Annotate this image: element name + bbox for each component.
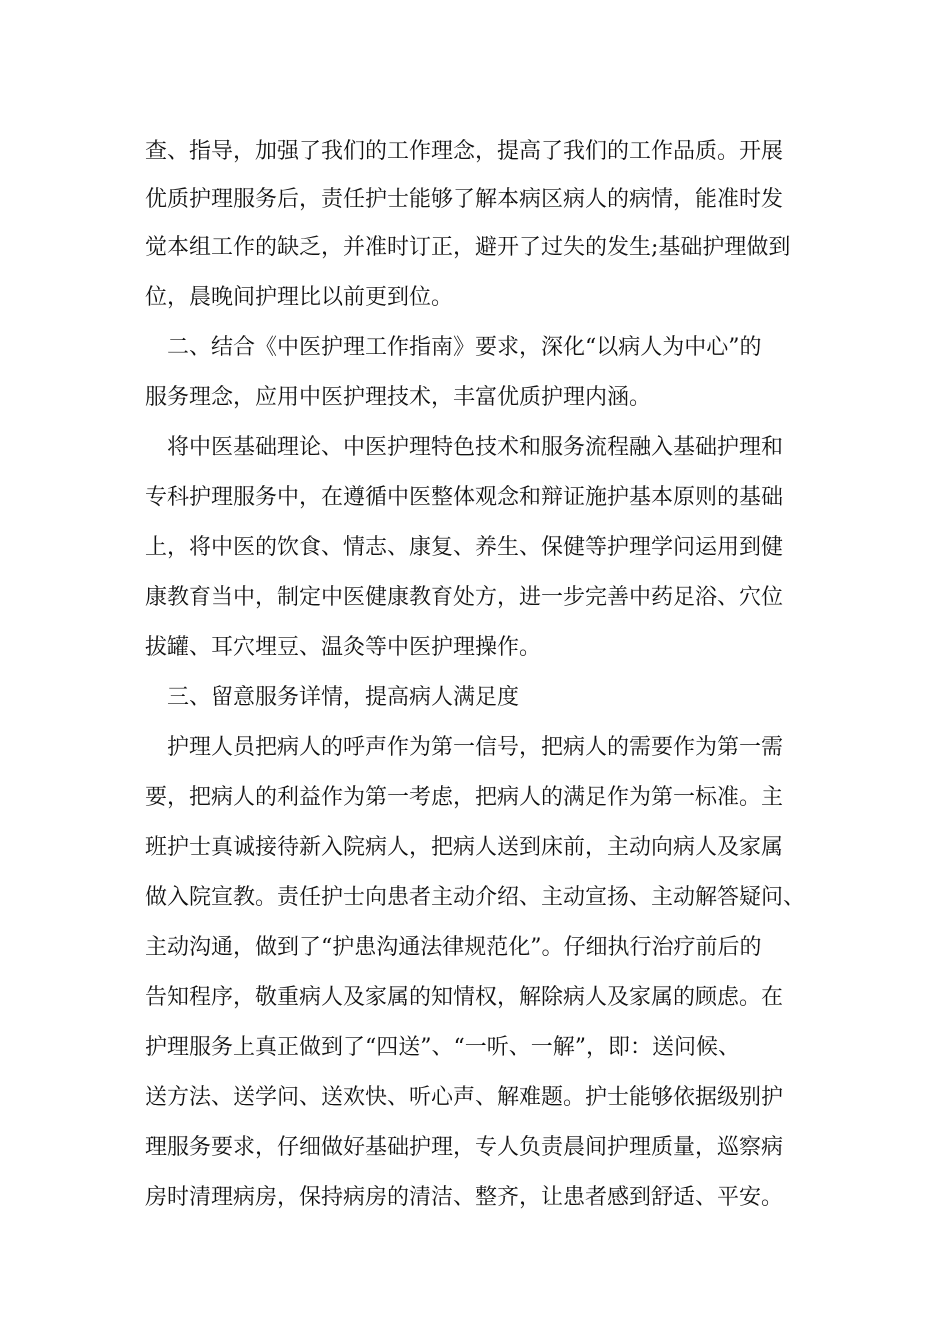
text-line: 专科护理服务中，在遵循中医整体观念和辩证施护基本原则的基础 <box>145 485 784 510</box>
text-line: 上，将中医的饮食、情志、康复、养生、保健等护理学问运用到健 <box>145 535 784 560</box>
text-line: 护理服务上真正做到了“四送”、“一听、一解”，即：送问候、 <box>145 1035 740 1060</box>
paragraph-start: 护理人员把病人的呼声作为第一信号，把病人的需要作为第一需 <box>167 735 784 760</box>
text-line: 优质护理服务后，责任护士能够了解本病区病人的病情，能准时发 <box>145 187 784 212</box>
text-line: 觉本组工作的缺乏，并准时订正，避开了过失的发生;基础护理做到 <box>145 235 791 260</box>
text-line: 理服务要求，仔细做好基础护理，专人负责晨间护理质量，巡察病 <box>145 1135 784 1160</box>
text-line: 查、指导，加强了我们的工作理念，提高了我们的工作品质。开展 <box>145 139 784 164</box>
text-line: 房时清理病房，保持病房的清洁、整齐，让患者感到舒适、平安。 <box>145 1185 784 1210</box>
text-line: 主动沟通，做到了“护患沟通法律规范化”。仔细执行治疗前后的 <box>145 935 762 960</box>
section-heading: 三、留意服务详情，提高病人满足度 <box>167 685 520 710</box>
section-heading: 二、结合《中医护理工作指南》要求，深化“以病人为中心”的 <box>167 335 762 360</box>
text-line: 要，把病人的利益作为第一考虑，把病人的满足作为第一标准。主 <box>145 785 784 810</box>
paragraph-start: 将中医基础理论、中医护理特色技术和服务流程融入基础护理和 <box>167 435 784 460</box>
text-line: 告知程序，敬重病人及家属的知情权，解除病人及家属的顾虑。在 <box>145 985 784 1010</box>
text-line: 康教育当中，制定中医健康教育处方，进一步完善中药足浴、穴位 <box>145 585 784 610</box>
text-line: 拔罐、耳穴埋豆、温灸等中医护理操作。 <box>145 635 542 660</box>
text-line: 送方法、送学问、送欢快、听心声、解难题。护士能够依据级别护 <box>145 1085 784 1110</box>
text-line: 服务理念，应用中医护理技术，丰富优质护理内涵。 <box>145 385 652 410</box>
text-line: 位，晨晚间护理比以前更到位。 <box>145 285 454 310</box>
text-line: 班护士真诚接待新入院病人，把病人送到床前，主动向病人及家属 <box>145 835 784 860</box>
text-line: 做入院宣教。责任护士向患者主动介绍、主动宣扬、主动解答疑问、 <box>145 885 806 910</box>
